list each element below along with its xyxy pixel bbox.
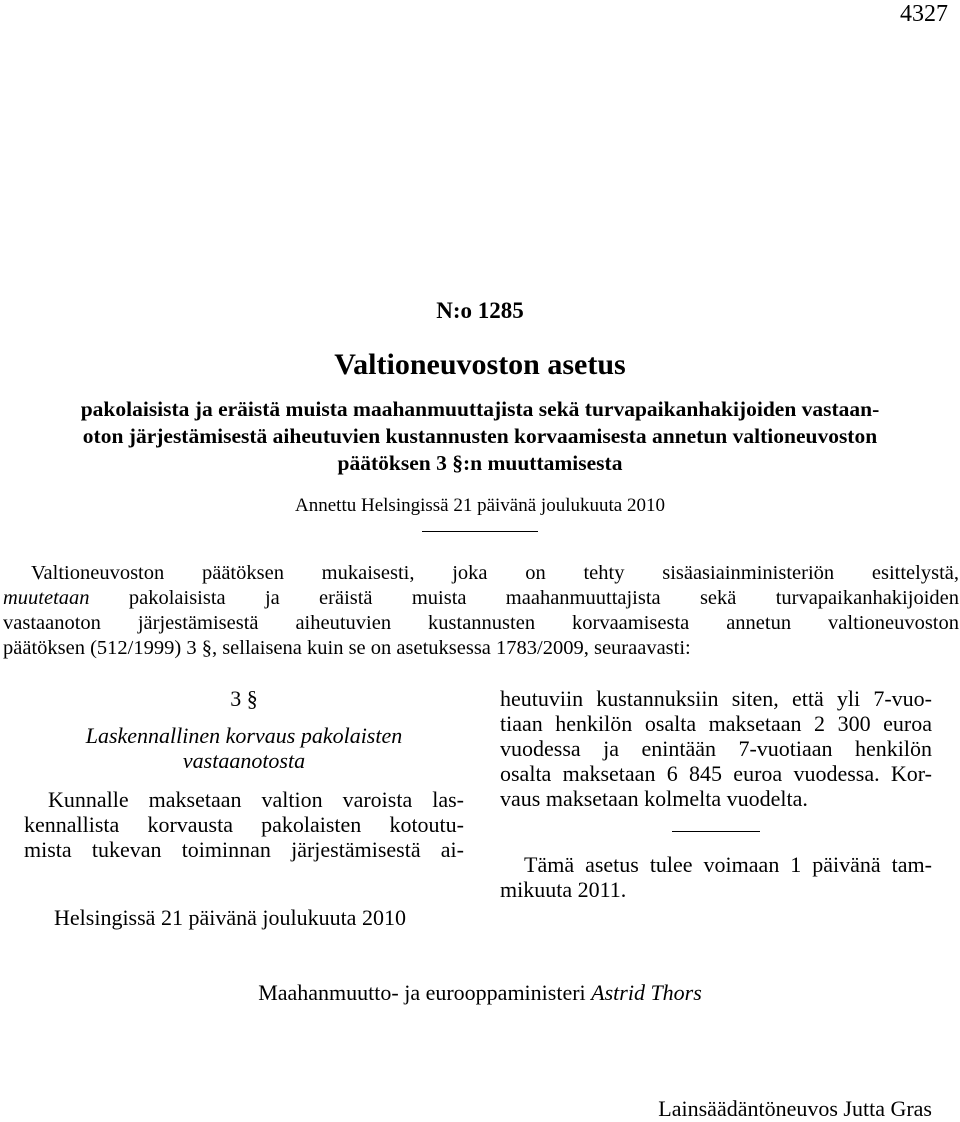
section-heading-line: vastaanotosta	[182, 748, 306, 773]
section-heading	[24, 723, 464, 773]
divider-rule	[672, 831, 760, 832]
document-subtitle	[0, 396, 960, 477]
divider-rule	[422, 531, 538, 532]
left-column	[24, 686, 464, 862]
preamble	[3, 561, 959, 661]
body-line: osalta maksetaan 6 845 euroa vuodessa. Kor-	[500, 761, 932, 786]
section-number: 3 §	[230, 686, 258, 711]
subtitle-line: päätöksen 3 §:n muuttamisesta	[337, 451, 623, 475]
given-date: Annettu Helsingissä 21 päivänä joulukuuta 2010	[295, 495, 665, 516]
body-line: vuodessa ja enintään 7-vuotiaan henkilön	[500, 736, 932, 761]
document-title: Valtioneuvoston asetus	[334, 348, 626, 381]
signer-minister	[0, 980, 960, 1006]
body-line: kennallista korvausta pakolaisten kotoutu-	[24, 812, 464, 837]
enacting-word: muutetaan	[3, 587, 90, 609]
preamble-line-rest: pakolaisista ja eräistä muista maahanmuuttajista sekä turvapaikanhakijoiden	[89, 587, 959, 609]
subtitle-line: oton järjestämisestä aiheutuvien kustannusten korvaamisesta annetun valtioneuvoston	[82, 424, 878, 448]
right-column	[500, 686, 932, 902]
preamble-line	[3, 586, 959, 611]
body-line: tiaan henkilön osalta maksetaan 2 300 euroa	[500, 711, 932, 736]
preamble-line: päätöksen (512/1999) 3 §, sellaisena kuin se on asetuksessa 1783/2009, seuraavasti:	[3, 637, 691, 659]
signer-role: Maahanmuutto- ja eurooppaministeri	[258, 980, 592, 1005]
body-line: Kunnalle maksetaan valtion varoista las-	[48, 787, 464, 812]
statute-number: N:o 1285	[436, 298, 524, 323]
signer-name: Astrid Thors	[591, 980, 702, 1005]
section-heading-line: Laskennallinen korvaus pakolaisten	[85, 723, 403, 748]
body-line: vaus maksetaan kolmelta vuodelta.	[500, 786, 808, 811]
section-body	[24, 787, 464, 862]
body-line: heutuviin kustannuksiin siten, että yli 7-vuo-	[500, 686, 932, 711]
entry-into-force-line: mikuuta 2011.	[500, 877, 627, 902]
body-line: mista tukevan toiminnan järjestämisestä ai-	[24, 837, 464, 862]
entry-into-force-line: Tämä asetus tulee voimaan 1 päivänä tam-	[524, 852, 932, 877]
signing-place-date: Helsingissä 21 päivänä joulukuuta 2010	[54, 905, 406, 930]
page-number: 4327	[900, 1, 948, 27]
preamble-line: Valtioneuvoston päätöksen mukaisesti, joka on tehty sisäasiainministeriön esittelystä,	[31, 562, 959, 584]
signer-counsellor: Lainsäädäntöneuvos Jutta Gras	[658, 1096, 932, 1121]
subtitle-line: pakolaisista ja eräistä muista maahanmuuttajista sekä turvapaikanhakijoiden vastaan-	[80, 397, 880, 421]
preamble-line: vastaanoton järjestämisestä aiheutuvien kustannusten korvaamisesta annetun valtioneuvoston	[3, 612, 959, 634]
